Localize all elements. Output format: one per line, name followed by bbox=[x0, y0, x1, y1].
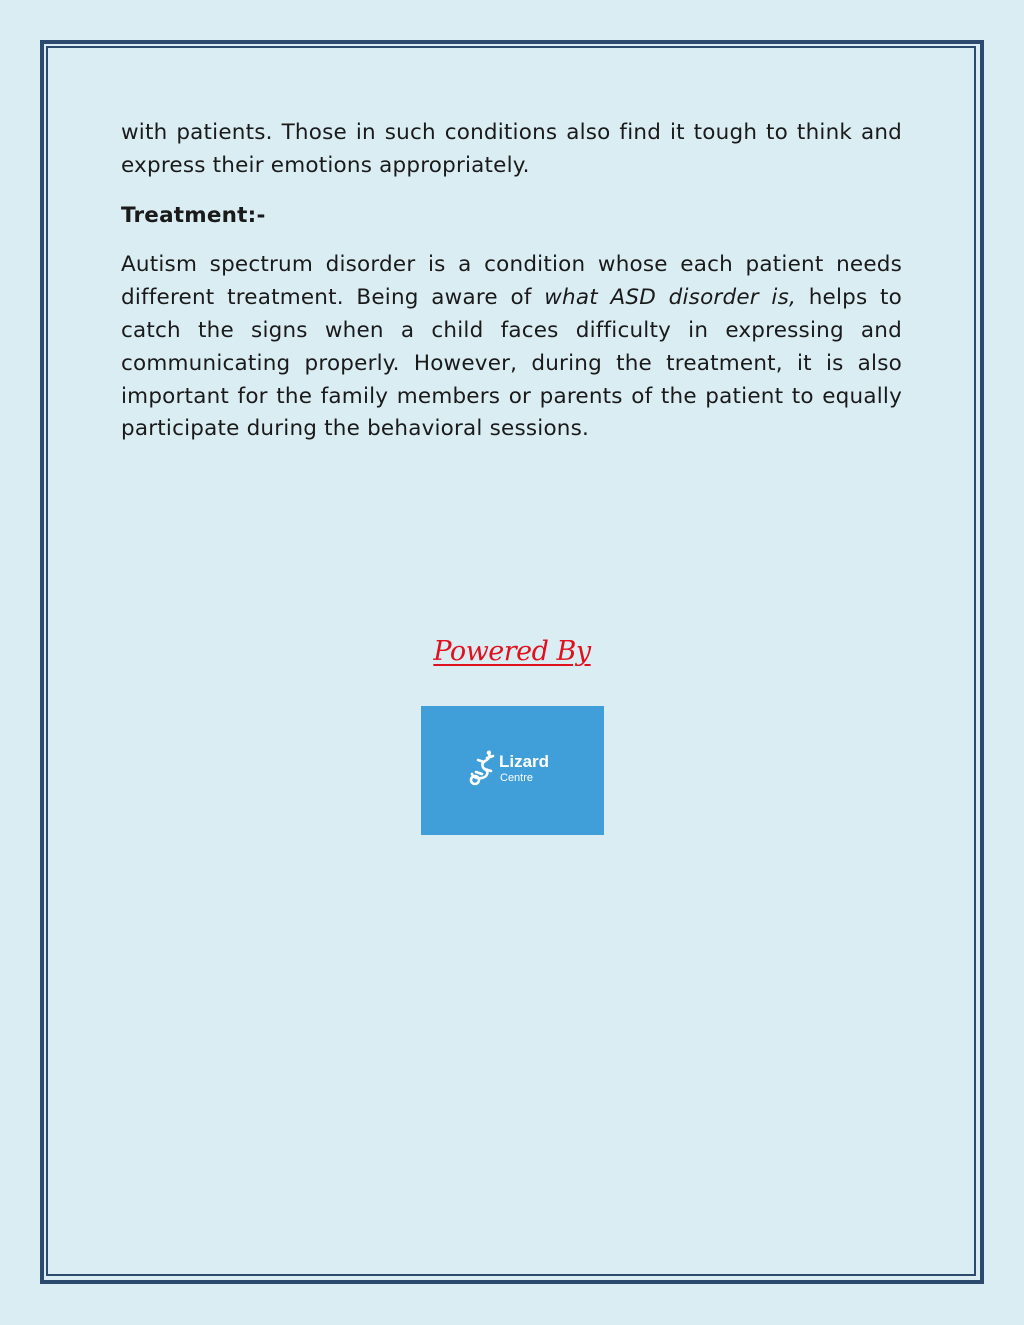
paragraph-text-end: helps to catch the signs when a child faces difficulty in expressing and communicating properly. However, during the treatment, it is also important for the family members or parents of the patient to equally participate during the behavioral sessions. bbox=[121, 285, 902, 442]
powered-by-label: Powered By bbox=[433, 636, 591, 667]
paragraph-treatment bbox=[121, 249, 902, 446]
logo-subtitle: Centre bbox=[500, 772, 534, 784]
logo-name: Lizard bbox=[499, 752, 550, 771]
paragraph-emphasis: what ASD disorder is, bbox=[544, 285, 797, 311]
paragraph-text-start: Autism spectrum disorder is a condition whose each patient needs different treatment. Being aware of bbox=[121, 252, 902, 311]
section-heading-treatment: Treatment:- bbox=[121, 202, 266, 228]
lizard-centre-logo bbox=[421, 706, 604, 835]
paragraph-continuation: with patients. Those in such conditions also find it tough to think and express their emotions appropriately. bbox=[121, 120, 902, 178]
lizard-icon bbox=[467, 750, 499, 786]
document-body bbox=[121, 117, 902, 446]
